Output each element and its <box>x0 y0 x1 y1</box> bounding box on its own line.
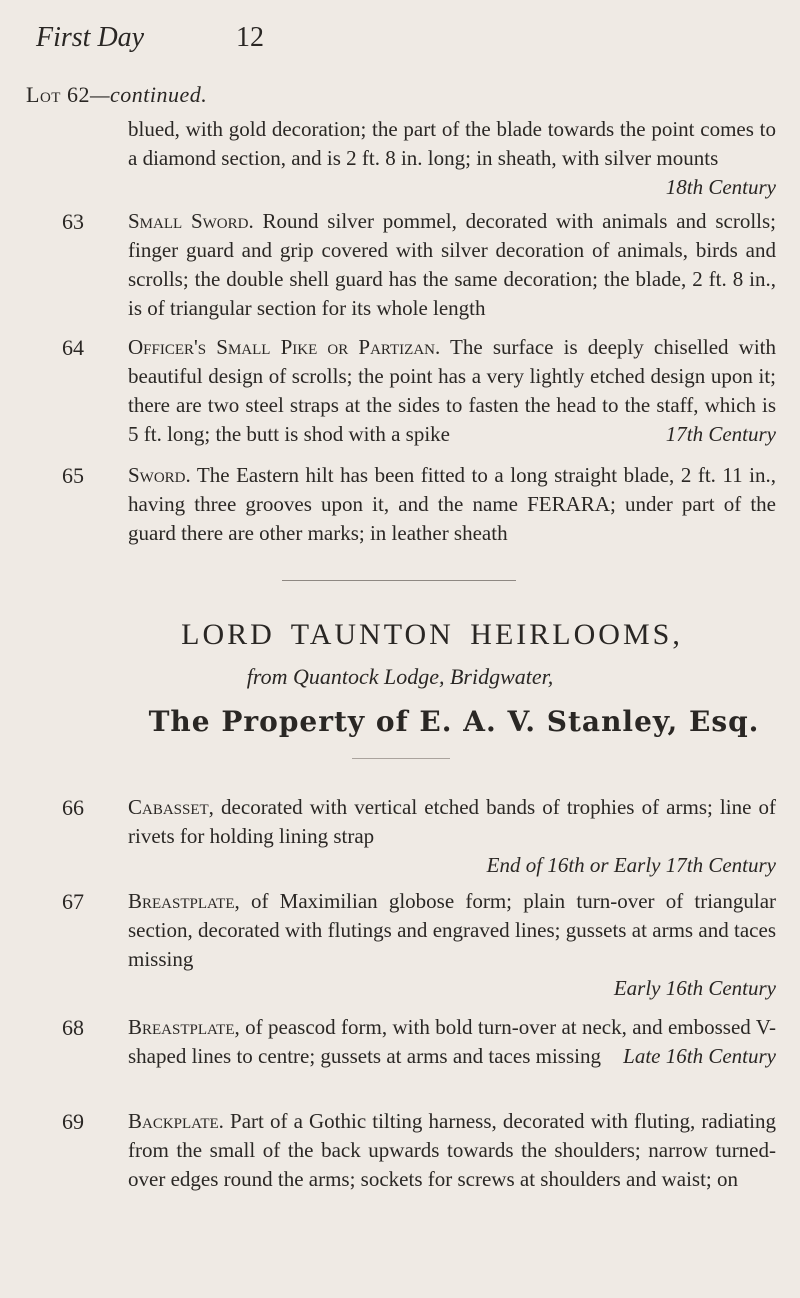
lot-number: 64 <box>62 335 84 360</box>
heirlooms-property-line: The Property of E. A. V. Stanley, Esq. <box>148 705 760 738</box>
heirlooms-title: LORD TAUNTON HEIRLOOMS, <box>181 618 683 651</box>
lot-date: End of 16th or Early 17th Century <box>486 853 776 877</box>
lot-text: blued, with gold decoration; the part of the blade towards the point comes to a diamond section, and is 2 ft. 8 in. long; in sheath, with silver mounts <box>128 117 776 170</box>
lot-title: Breastplate, <box>128 1015 240 1039</box>
lot-word: Lot <box>26 82 61 107</box>
lot-description <box>128 115 776 199</box>
page-number: 12 <box>236 22 264 53</box>
lot-entry <box>36 793 776 880</box>
lot-entry <box>36 207 776 323</box>
lot-date: Late 16th Century <box>623 1044 776 1068</box>
lot-description <box>128 887 776 974</box>
lot-date: 17th Century <box>665 422 776 446</box>
lot-number: 65 <box>62 463 84 488</box>
lot-entry-62-continued <box>36 115 776 202</box>
lot-entry <box>36 887 776 1003</box>
lot-number: 66 <box>62 795 84 820</box>
lot-number: 68 <box>62 1015 84 1040</box>
lot-text: The Eastern hilt has been fitted to a long straight blade, 2 ft. 11 in., having three grooves upon it, and the name FERARA; under part of the guard there are other marks; in leather sheath <box>128 463 776 545</box>
lot-text: decorated with vertical etched bands of trophies of arms; line of rivets for holding lining strap <box>128 795 777 848</box>
lot-text: Round silver pommel, decorated with animals and scrolls; finger guard and grip covered with silver decoration of animals, birds and scrolls; the double shell guard has the same decoration; the blade, 2 ft. 8 in., is of triangular section for its whole length <box>128 209 777 320</box>
lot-number: 62 <box>66 82 90 107</box>
lot-text: of Maximilian globose form; plain turn-over of triangular section, decorated with flutings and engraved lines; gussets at arms and taces missing <box>128 889 777 971</box>
lot-description <box>128 1013 776 1071</box>
lot-text: of peascod form, with bold turn-over at neck, and embossed V-shaped lines to centre; gussets at arms and taces missing <box>128 1015 777 1068</box>
lot-entry <box>36 333 776 449</box>
lot-title: Breastplate, <box>128 889 240 913</box>
lot-description <box>128 1107 776 1194</box>
lot-title: Sword. <box>128 463 191 487</box>
lot-number: 69 <box>62 1109 84 1134</box>
lot-text: Part of a Gothic tilting harness, decorated with fluting, radiating from the small of the back upwards towards the shoulders; narrow turned-over edges round the arms; sockets for screws at shoulders and waist; on <box>128 1109 777 1191</box>
section-divider <box>282 580 516 581</box>
lot-number: 67 <box>62 889 84 914</box>
lot-description <box>128 333 776 449</box>
lot-description <box>128 461 776 548</box>
lot-entry <box>36 1107 776 1194</box>
lot-number: 63 <box>62 209 84 234</box>
lot-title: Officer's Small Pike or Partizan. <box>128 335 441 359</box>
lot-entry <box>36 461 776 548</box>
lot-date: Early 16th Century <box>613 976 776 1000</box>
section-divider <box>352 758 450 759</box>
section-title: First Day <box>36 22 145 53</box>
lot-title: Cabasset, <box>128 795 214 819</box>
lot-title: Backplate. <box>128 1109 224 1133</box>
lot-text: The surface is deeply chiselled with beautiful design of scrolls; the point has a very lightly etched design upon it; there are two steel straps at the sides to fasten the head to the staff, which is 5 ft. long; the butt is shod with a spike <box>128 335 776 446</box>
heirlooms-subtitle: from Quantock Lodge, Bridgwater, <box>246 664 554 689</box>
continued-label: —continued. <box>89 82 208 107</box>
lot-description <box>128 207 776 323</box>
lot-description <box>128 793 776 851</box>
running-head <box>36 22 776 62</box>
lot-continued-heading <box>26 82 207 108</box>
lot-entry <box>36 1013 776 1071</box>
lot-date: 18th Century <box>665 175 776 199</box>
lot-title: Small Sword. <box>128 209 254 233</box>
